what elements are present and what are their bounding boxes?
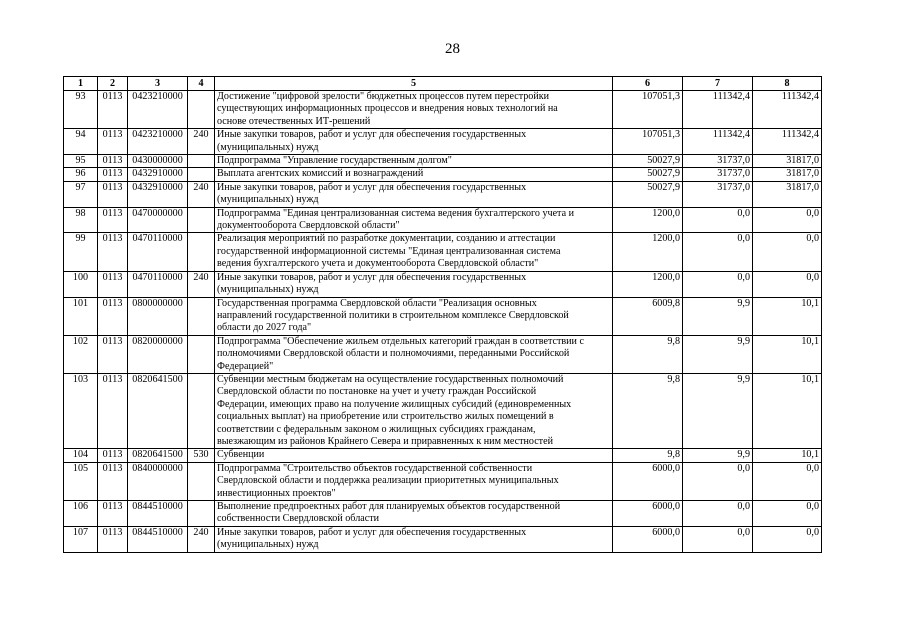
- row-number-cell: 98: [64, 207, 98, 233]
- description-line: Выплата агентских комиссий и вознаграждений: [217, 168, 424, 180]
- table-row: [64, 181, 822, 207]
- amount-col6-cell: 9,8: [613, 449, 683, 462]
- expense-type-cell: [188, 462, 215, 500]
- description-line: (муниципальных) нужд: [217, 141, 319, 153]
- description-line: ведения бухгалтерского учета и документооборота Свердловской области": [217, 258, 539, 270]
- description-line: Федерацией": [217, 360, 274, 372]
- table-row: [64, 168, 822, 181]
- column-header-8: 8: [753, 77, 822, 91]
- expense-type-cell: [188, 297, 215, 335]
- amount-col7-cell: 9,9: [683, 335, 753, 373]
- table-row: [64, 501, 822, 527]
- description-line: Иные закупки товаров, работ и услуг для обеспечения государственных: [217, 129, 527, 141]
- table-row: [64, 233, 822, 271]
- row-number-cell: 106: [64, 501, 98, 527]
- amount-col8-cell: 0,0: [753, 271, 822, 297]
- amount-col7-cell: 9,9: [683, 297, 753, 335]
- table-row: [64, 129, 822, 155]
- description-cell: [215, 297, 613, 335]
- table-row: [64, 91, 822, 129]
- amount-col7-cell: 111342,4: [683, 91, 753, 129]
- description-line: области до 2027 года": [217, 322, 312, 334]
- amount-col7-cell: 0,0: [683, 233, 753, 271]
- amount-col8-cell: 0,0: [753, 526, 822, 552]
- table-row: [64, 462, 822, 500]
- row-number-cell: 105: [64, 462, 98, 500]
- section-code-cell: 0113: [98, 155, 128, 168]
- column-header-4: 4: [188, 77, 215, 91]
- amount-col8-cell: 10,1: [753, 449, 822, 462]
- description-line: выезжающим из районов Крайнего Севера и приравненных к ним местностей: [217, 435, 553, 447]
- expense-type-cell: [188, 501, 215, 527]
- amount-col6-cell: 50027,9: [613, 181, 683, 207]
- description-line: инвестиционных проектов": [217, 487, 336, 499]
- description-cell: [215, 168, 613, 181]
- description-line: основе отечественных ИТ-решений: [217, 115, 371, 127]
- table-row: [64, 207, 822, 233]
- description-cell: [215, 91, 613, 129]
- description-line: социальных выплат) на приобретение или строительство жилых помещений в: [217, 411, 554, 423]
- target-code-cell: 0820641500: [128, 373, 188, 448]
- amount-col6-cell: 1200,0: [613, 207, 683, 233]
- amount-col6-cell: 6009,8: [613, 297, 683, 335]
- amount-col7-cell: 31737,0: [683, 155, 753, 168]
- amount-col8-cell: 10,1: [753, 373, 822, 448]
- amount-col6-cell: 50027,9: [613, 155, 683, 168]
- table-row: [64, 373, 822, 448]
- description-line: полномочиями Свердловской области и полномочиями, переданными Российской: [217, 348, 570, 360]
- description-line: (муниципальных) нужд: [217, 194, 319, 206]
- target-code-cell: 0820000000: [128, 335, 188, 373]
- table-row: [64, 335, 822, 373]
- expense-type-cell: [188, 373, 215, 448]
- description-line: Подпрограмма "Строительство объектов государственной собственности: [217, 462, 533, 474]
- target-code-cell: 0470110000: [128, 233, 188, 271]
- section-code-cell: 0113: [98, 129, 128, 155]
- table-row: [64, 271, 822, 297]
- description-cell: [215, 501, 613, 527]
- table-row: [64, 526, 822, 552]
- description-cell: [215, 526, 613, 552]
- description-line: Государственная программа Свердловской области "Реализация основных: [217, 297, 537, 309]
- amount-col8-cell: 10,1: [753, 335, 822, 373]
- row-number-cell: 96: [64, 168, 98, 181]
- target-code-cell: 0844510000: [128, 526, 188, 552]
- row-number-cell: 102: [64, 335, 98, 373]
- amount-col6-cell: 9,8: [613, 373, 683, 448]
- section-code-cell: 0113: [98, 168, 128, 181]
- description-cell: [215, 462, 613, 500]
- target-code-cell: 0423210000: [128, 129, 188, 155]
- amount-col7-cell: 0,0: [683, 526, 753, 552]
- amount-col8-cell: 0,0: [753, 233, 822, 271]
- description-line: Федерации, имеющих право на получение жилищных субсидий (единовременных: [217, 398, 572, 410]
- target-code-cell: 0800000000: [128, 297, 188, 335]
- description-cell: [215, 449, 613, 462]
- amount-col7-cell: 31737,0: [683, 168, 753, 181]
- column-header-5: 5: [215, 77, 613, 91]
- expense-type-cell: [188, 168, 215, 181]
- table-row: [64, 449, 822, 462]
- target-code-cell: 0432910000: [128, 168, 188, 181]
- amount-col8-cell: 31817,0: [753, 155, 822, 168]
- description-line: (муниципальных) нужд: [217, 284, 319, 296]
- row-number-cell: 104: [64, 449, 98, 462]
- table-body: [64, 91, 822, 553]
- description-cell: [215, 335, 613, 373]
- amount-col7-cell: 0,0: [683, 462, 753, 500]
- row-number-cell: 97: [64, 181, 98, 207]
- section-code-cell: 0113: [98, 373, 128, 448]
- expense-type-cell: [188, 233, 215, 271]
- column-header-6: 6: [613, 77, 683, 91]
- amount-col7-cell: 111342,4: [683, 129, 753, 155]
- expense-type-cell: [188, 155, 215, 168]
- amount-col8-cell: 111342,4: [753, 91, 822, 129]
- table-row: [64, 155, 822, 168]
- description-line: Свердловской области и поддержка реализации приоритетных муниципальных: [217, 475, 559, 487]
- amount-col6-cell: 1200,0: [613, 271, 683, 297]
- description-line: Выполнение предпроектных работ для планируемых объектов государственной: [217, 501, 561, 512]
- target-code-cell: 0423210000: [128, 91, 188, 129]
- column-header-3: 3: [128, 77, 188, 91]
- expense-type-cell: [188, 335, 215, 373]
- target-code-cell: 0820641500: [128, 449, 188, 462]
- amount-col8-cell: 111342,4: [753, 129, 822, 155]
- amount-col6-cell: 9,8: [613, 335, 683, 373]
- expense-type-cell: 240: [188, 181, 215, 207]
- description-line: Иные закупки товаров, работ и услуг для обеспечения государственных: [217, 271, 527, 283]
- description-cell: [215, 233, 613, 271]
- expense-type-cell: 240: [188, 129, 215, 155]
- description-line: государственной информационной системы "Единая централизованная система: [217, 245, 561, 257]
- amount-col6-cell: 1200,0: [613, 233, 683, 271]
- table-header-row: [64, 77, 822, 91]
- section-code-cell: 0113: [98, 501, 128, 527]
- section-code-cell: 0113: [98, 449, 128, 462]
- amount-col8-cell: 10,1: [753, 297, 822, 335]
- row-number-cell: 99: [64, 233, 98, 271]
- description-cell: [215, 181, 613, 207]
- row-number-cell: 103: [64, 373, 98, 448]
- amount-col7-cell: 9,9: [683, 373, 753, 448]
- amount-col6-cell: 6000,0: [613, 526, 683, 552]
- amount-col7-cell: 31737,0: [683, 181, 753, 207]
- row-number-cell: 93: [64, 91, 98, 129]
- amount-col6-cell: 6000,0: [613, 462, 683, 500]
- budget-table: [63, 76, 822, 553]
- description-line: существующих информационных процессов и внедрения новых технологий на: [217, 103, 558, 115]
- description-line: Субвенции местным бюджетам на осуществление государственных полномочий: [217, 373, 564, 385]
- description-cell: [215, 271, 613, 297]
- section-code-cell: 0113: [98, 91, 128, 129]
- description-line: документооборота Свердловской области": [217, 220, 400, 232]
- column-header-2: 2: [98, 77, 128, 91]
- description-cell: [215, 373, 613, 448]
- description-cell: [215, 129, 613, 155]
- description-line: Подпрограмма "Единая централизованная система ведения бухгалтерского учета и: [217, 207, 574, 219]
- description-line: Иные закупки товаров, работ и услуг для обеспечения государственных: [217, 181, 527, 193]
- amount-col7-cell: 0,0: [683, 271, 753, 297]
- expense-type-cell: 530: [188, 449, 215, 462]
- row-number-cell: 101: [64, 297, 98, 335]
- description-cell: [215, 207, 613, 233]
- amount-col7-cell: 9,9: [683, 449, 753, 462]
- description-line: Подпрограмма "Управление государственным долгом": [217, 155, 452, 167]
- page-number: 28: [445, 41, 460, 57]
- row-number-cell: 95: [64, 155, 98, 168]
- amount-col7-cell: 0,0: [683, 501, 753, 527]
- target-code-cell: 0840000000: [128, 462, 188, 500]
- section-code-cell: 0113: [98, 271, 128, 297]
- expense-type-cell: 240: [188, 271, 215, 297]
- section-code-cell: 0113: [98, 207, 128, 233]
- amount-col6-cell: 107051,3: [613, 91, 683, 129]
- amount-col7-cell: 0,0: [683, 207, 753, 233]
- target-code-cell: 0470110000: [128, 271, 188, 297]
- table-row: [64, 297, 822, 335]
- column-header-7: 7: [683, 77, 753, 91]
- amount-col6-cell: 50027,9: [613, 168, 683, 181]
- target-code-cell: 0844510000: [128, 501, 188, 527]
- row-number-cell: 100: [64, 271, 98, 297]
- section-code-cell: 0113: [98, 526, 128, 552]
- amount-col6-cell: 6000,0: [613, 501, 683, 527]
- description-line: Субвенции: [217, 449, 265, 461]
- amount-col8-cell: 0,0: [753, 462, 822, 500]
- section-code-cell: 0113: [98, 335, 128, 373]
- amount-col8-cell: 31817,0: [753, 181, 822, 207]
- section-code-cell: 0113: [98, 297, 128, 335]
- row-number-cell: 107: [64, 526, 98, 552]
- description-line: соответствии с федеральным законом о жилищных субсидиях гражданам,: [217, 423, 536, 435]
- row-number-cell: 94: [64, 129, 98, 155]
- description-line: Подпрограмма "Обеспечение жильем отдельных категорий граждан в соответствии с: [217, 335, 584, 347]
- expense-type-cell: [188, 91, 215, 129]
- amount-col6-cell: 107051,3: [613, 129, 683, 155]
- description-line: Реализация мероприятий по разработке документации, созданию и аттестации: [217, 233, 556, 245]
- description-line: (муниципальных) нужд: [217, 539, 319, 551]
- description-cell: [215, 155, 613, 168]
- description-line: направлений государственной политики в строительном комплексе Свердловской: [217, 309, 569, 321]
- description-line: Достижение "цифровой зрелости" бюджетных процессов путем перестройки: [217, 91, 550, 102]
- amount-col8-cell: 31817,0: [753, 168, 822, 181]
- description-line: собственности Свердловской области: [217, 513, 380, 525]
- target-code-cell: 0470000000: [128, 207, 188, 233]
- amount-col8-cell: 0,0: [753, 207, 822, 233]
- expense-type-cell: [188, 207, 215, 233]
- target-code-cell: 0432910000: [128, 181, 188, 207]
- description-line: Иные закупки товаров, работ и услуг для обеспечения государственных: [217, 526, 527, 538]
- amount-col8-cell: 0,0: [753, 501, 822, 527]
- section-code-cell: 0113: [98, 181, 128, 207]
- description-line: Свердловской области по постановке на учет и учету граждан Российской: [217, 386, 537, 398]
- section-code-cell: 0113: [98, 233, 128, 271]
- column-header-1: 1: [64, 77, 98, 91]
- target-code-cell: 0430000000: [128, 155, 188, 168]
- expense-type-cell: 240: [188, 526, 215, 552]
- section-code-cell: 0113: [98, 462, 128, 500]
